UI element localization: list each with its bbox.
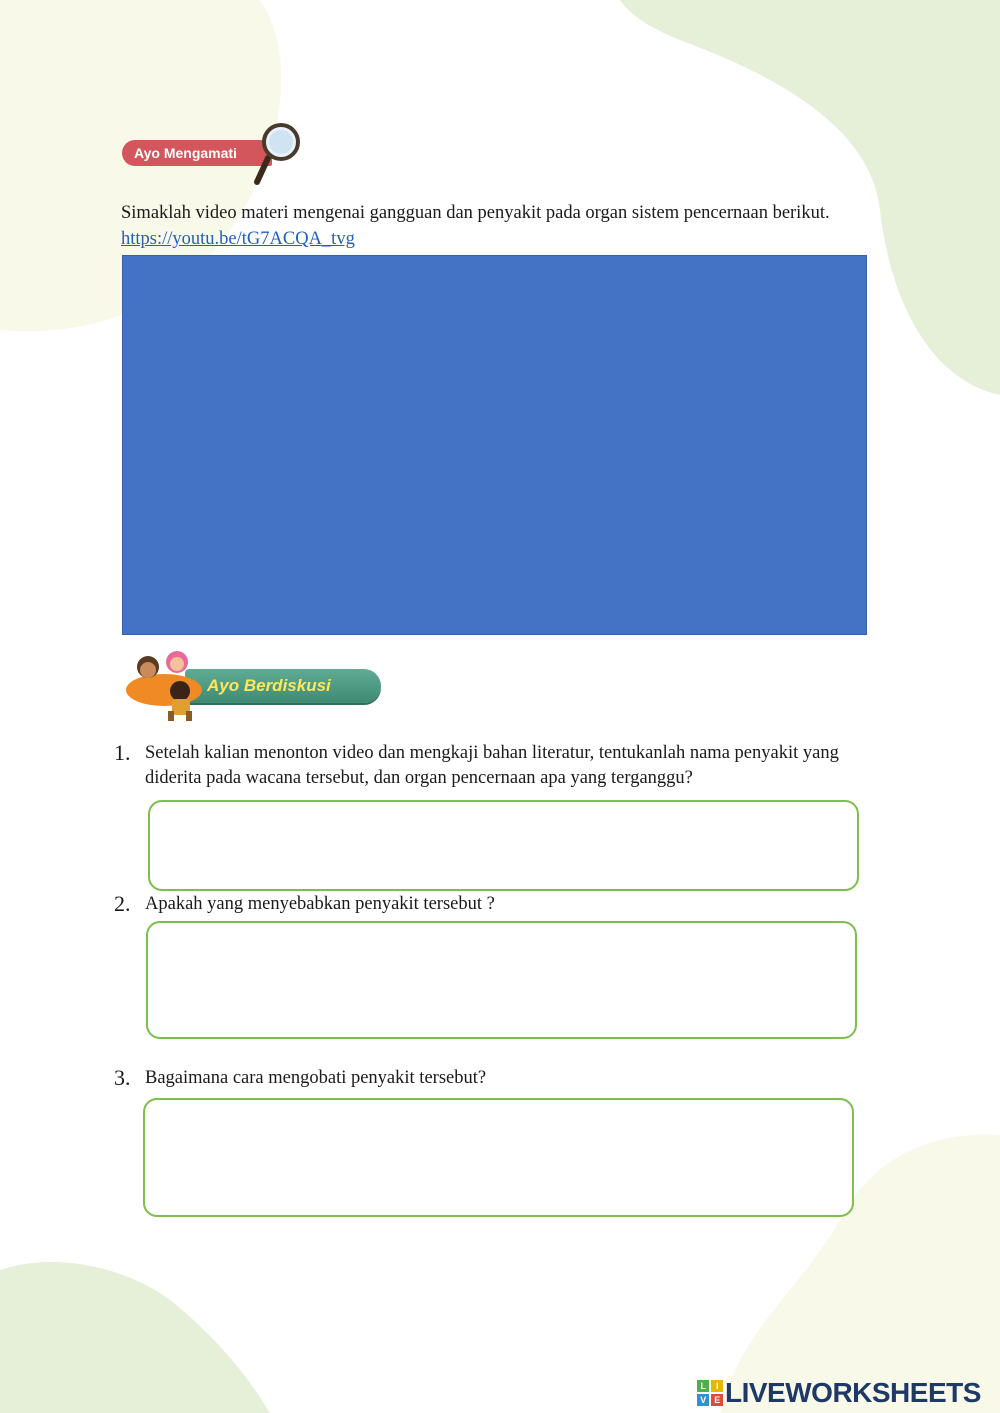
logo-blocks-icon: L I V E [697, 1380, 723, 1406]
magnifier-icon [248, 120, 308, 190]
answer-field-2[interactable] [146, 921, 857, 1039]
kids-illustration-icon [122, 645, 212, 725]
bottom-left-blob [0, 1262, 270, 1413]
question-text-2: Apakah yang menyebabkan penyakit tersebut ? [145, 894, 495, 914]
intro-paragraph [121, 200, 881, 252]
intro-text: Simaklah video materi mengenai gangguan dan penyakit pada organ sistem pencernaan berikut. [121, 203, 830, 223]
liveworksheets-logo [697, 1377, 981, 1409]
question-text-3: Bagaimana cara mengobati penyakit tersebut? [145, 1068, 487, 1088]
answer-field-1[interactable] [148, 800, 859, 891]
question-number-2: 2. [114, 891, 131, 916]
logo-text: LIVEWORKSHEETS [725, 1377, 981, 1408]
video-embed[interactable] [122, 255, 867, 635]
question-number-1: 1. [114, 740, 131, 765]
section-badge-observe: Ayo Mengamati [122, 140, 272, 166]
question-number-3: 3. [114, 1065, 131, 1090]
answer-field-3[interactable] [143, 1098, 854, 1217]
section-badge-discuss: Ayo Berdiskusi [185, 669, 381, 703]
question-text-1: Setelah kalian menonton video dan mengkaji bahan literatur, tentukanlah nama penyakit yang diderita pada wacana tersebut, dan organ pencernaan apa yang terganggu? [145, 743, 839, 788]
video-link[interactable]: https://youtu.be/tG7ACQA_tvg [121, 229, 355, 249]
